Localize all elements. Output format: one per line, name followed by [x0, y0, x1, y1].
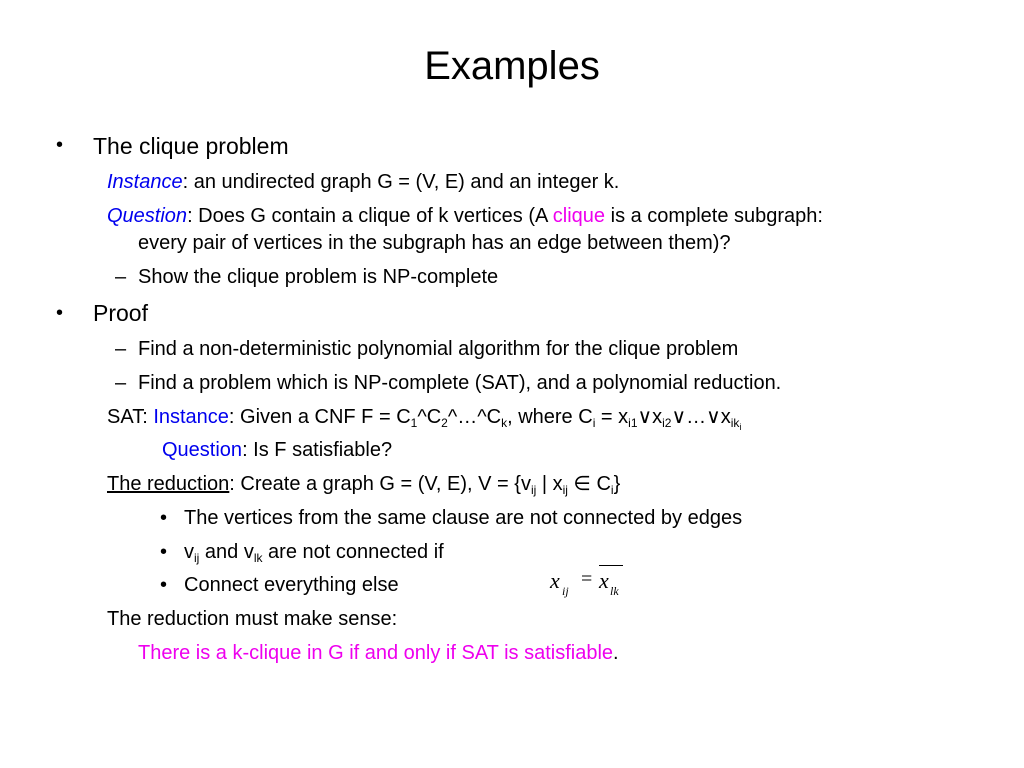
subscript: 1	[410, 416, 418, 430]
dash-marker: –	[115, 338, 127, 360]
reduction-line	[107, 470, 620, 498]
bullet-marker: •	[56, 302, 64, 324]
iff-period: .	[613, 642, 619, 664]
and-symbol: ^	[417, 406, 427, 428]
sat-question-label: Question	[162, 439, 243, 461]
dash-find-problem: Find a problem which is NP-complete (SAT), and a polynomial reduction.	[138, 372, 782, 394]
subscript-nested: i	[739, 422, 742, 432]
reduction-text: : Create a graph G = (V, E), V = {v	[229, 473, 531, 495]
reduction-sense: The reduction must make sense:	[107, 608, 398, 630]
sat-question-line	[162, 436, 392, 464]
dash-find-algorithm: Find a non-deterministic polynomial algorithm for the clique problem	[138, 338, 739, 360]
question-text-b: is a complete subgraph:	[605, 205, 823, 227]
sat-prefix: SAT:	[107, 406, 154, 428]
iff-statement	[138, 639, 619, 667]
dot-same-clause: The vertices from the same clause are not connected by edges	[184, 507, 743, 529]
slide-title: Examples	[424, 44, 600, 88]
or-symbol: ∨	[671, 406, 687, 428]
x3: x	[720, 406, 731, 428]
ellipsis: …	[457, 406, 478, 428]
element-of: ∈ C	[567, 473, 611, 495]
ck: C	[486, 406, 502, 428]
subscript: ij	[530, 483, 537, 497]
subscript: i2	[662, 416, 672, 430]
ellipsis: …	[686, 406, 707, 428]
question-continuation: every pair of vertices in the subgraph has an edge between them)?	[138, 232, 731, 254]
dot-marker: •	[160, 574, 168, 596]
subscript: i	[610, 483, 614, 497]
question-label: Question	[107, 205, 188, 227]
bullet-proof: Proof	[93, 300, 148, 326]
subscript: k	[501, 416, 508, 430]
or-symbol: ∨	[637, 406, 653, 428]
c2: C	[426, 406, 442, 428]
question-line	[107, 202, 823, 230]
math-overbar	[599, 565, 623, 566]
math-x1: x	[550, 568, 560, 593]
instance-line	[107, 168, 619, 196]
or-symbol: ∨	[706, 406, 721, 428]
v: v	[184, 541, 194, 563]
and-v: and v	[199, 541, 254, 563]
dot-marker: •	[160, 541, 168, 563]
subscript-ik: ik	[730, 416, 740, 430]
dash-show-np-complete: Show the clique problem is NP-complete	[138, 266, 499, 288]
bullet-clique-problem: The clique problem	[93, 133, 289, 159]
dash-marker: –	[115, 372, 127, 394]
sat-question-text: : Is F satisfiable?	[242, 439, 393, 461]
sat-instance-line	[107, 403, 741, 431]
math-equals: =	[581, 568, 593, 590]
clique-word: clique	[552, 205, 606, 227]
iff-highlight: There is a k-clique in G if and only if SAT is satisfiable	[138, 642, 614, 664]
dot-marker: •	[160, 507, 168, 529]
x2: x	[652, 406, 663, 428]
dot-not-connected	[184, 538, 444, 566]
subscript: lk	[253, 551, 263, 565]
subscript: 2	[441, 416, 448, 430]
close-brace: }	[613, 473, 621, 495]
dash-marker: –	[115, 266, 127, 288]
reduction-label: The reduction	[107, 473, 230, 495]
subscript	[731, 416, 742, 430]
subscript: ij	[194, 551, 200, 565]
and-symbol: ^	[477, 406, 487, 428]
subscript: ij	[562, 483, 568, 497]
math-sub2: lk	[610, 584, 619, 598]
not-connected-text: are not connected if	[262, 541, 444, 563]
math-sub1: ij	[562, 584, 569, 598]
math-formula	[548, 558, 638, 602]
sat-instance-label: Instance	[153, 406, 229, 428]
sat-eq-x: = x	[595, 406, 629, 428]
math-x2: x	[599, 568, 609, 593]
subscript: i1	[628, 416, 638, 430]
sat-where: , where C	[507, 406, 593, 428]
subscript: i	[592, 416, 596, 430]
bullet-marker: •	[56, 134, 64, 156]
sat-given: : Given a CNF F = C	[228, 406, 411, 428]
instance-label: Instance	[107, 171, 183, 193]
reduction-mid: | x	[536, 473, 563, 495]
question-text-a: : Does G contain a clique of k vertices (A	[187, 205, 553, 227]
and-symbol: ^	[447, 406, 458, 428]
dot-connect-else: Connect everything else	[184, 574, 399, 596]
instance-text: : an undirected graph G = (V, E) and an integer k.	[182, 171, 620, 193]
